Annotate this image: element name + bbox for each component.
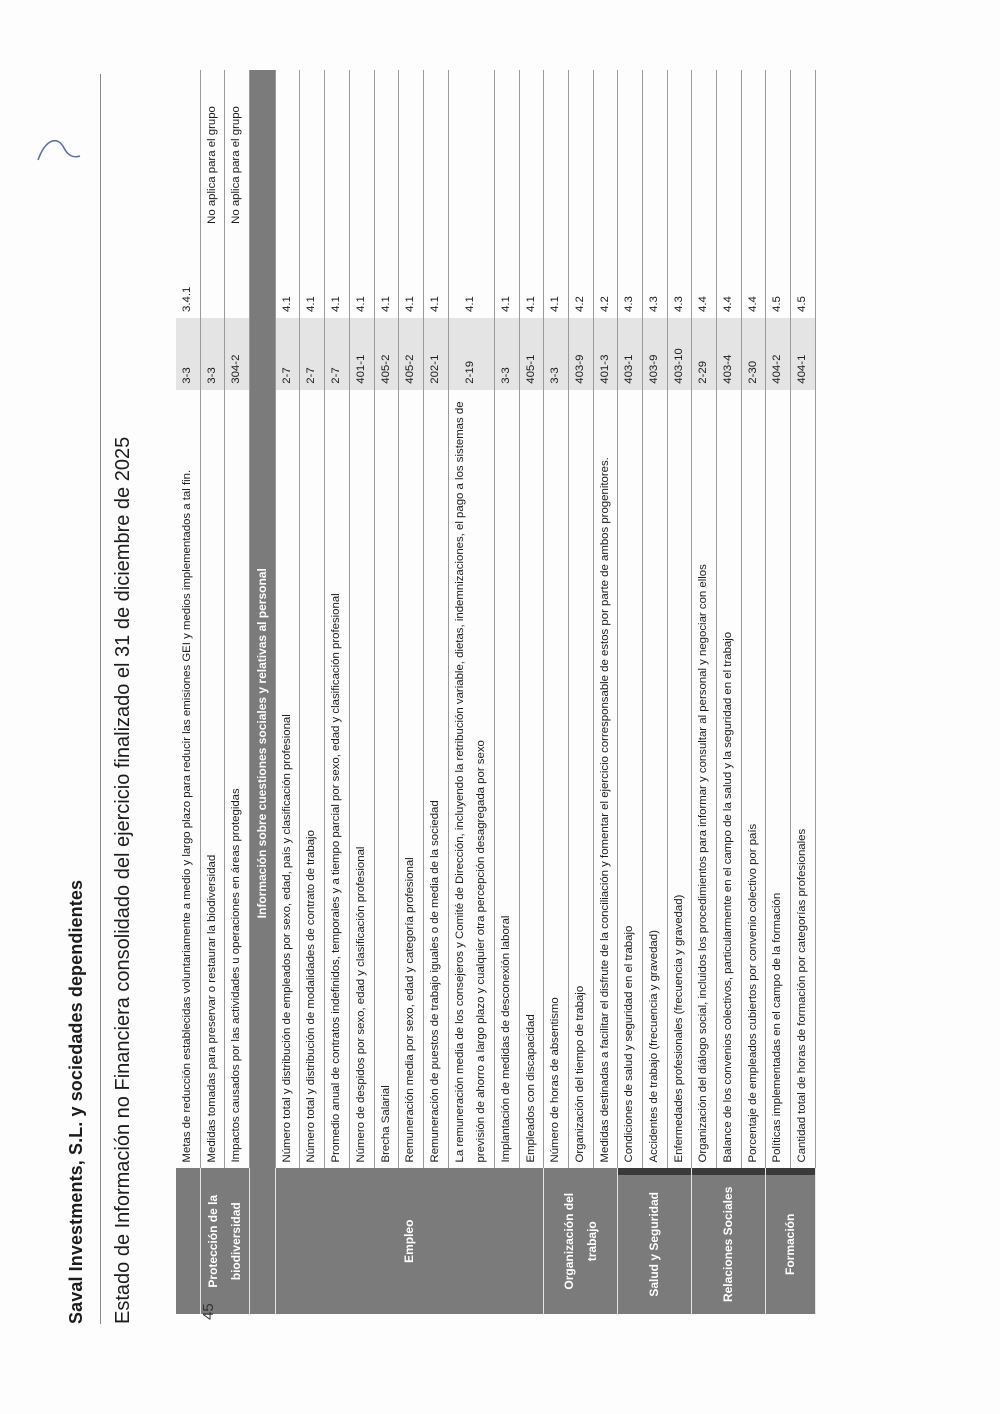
category-cell-blank <box>176 1169 200 1315</box>
gri-code: 202-1 <box>423 318 448 390</box>
gri-code: 404-1 <box>790 318 815 390</box>
observation <box>692 70 717 230</box>
gri-code: 2-30 <box>741 318 766 390</box>
report-section: 4.1 <box>399 230 424 318</box>
observation <box>519 70 544 230</box>
category-formación: Formación <box>766 1175 815 1314</box>
indicator-description: Brecha Salarial <box>374 390 399 1169</box>
observation <box>349 70 374 230</box>
observation <box>568 70 593 230</box>
table-row <box>766 70 791 1314</box>
report-section: 4.1 <box>544 230 569 318</box>
observation <box>741 70 766 230</box>
observation <box>399 70 424 230</box>
table-row <box>349 70 374 1314</box>
gri-code: 403-10 <box>667 318 692 390</box>
indicator-description: Organización del tiempo de trabajo <box>568 390 593 1169</box>
observation <box>618 70 643 230</box>
report-section <box>200 230 225 318</box>
report-section: 4.4 <box>716 230 741 318</box>
category-salud-y-seguridad: Salud y Seguridad <box>618 1175 692 1314</box>
report-section: 4.2 <box>568 230 593 318</box>
table-row <box>423 70 448 1314</box>
table-row <box>448 70 494 1314</box>
observation <box>300 70 325 230</box>
category-protection-biodiversity: Protección de la biodiversidad <box>200 1169 249 1315</box>
section-header-tail <box>250 70 276 318</box>
indicator-description: Porcentaje de empleados cubiertos por convenio colectivo por país <box>741 390 766 1169</box>
observation <box>423 70 448 230</box>
indicator-description: Medidas destinadas a facilitar el disfrute de la conciliación y fomentar el ejercicio corresponsable de estos por parte de ambos progenitores. <box>593 390 618 1169</box>
indicator-description: Promedio anual de contratos indefinidos, temporales y a tiempo parcial por sexo, edad y clasificación profesional <box>325 390 350 1169</box>
report-section: 4.1 <box>275 230 300 318</box>
table-row <box>176 70 200 1314</box>
table-row <box>618 70 643 1314</box>
report-section: 4.1 <box>423 230 448 318</box>
section-header-row <box>250 70 276 1314</box>
section-header-spacer <box>250 1169 276 1315</box>
table-row <box>399 70 424 1314</box>
report-title: Estado de Información no Financiera consolidado del ejercicio finalizado el 31 de diciembre de 2025 <box>112 436 134 1324</box>
table-row <box>374 70 399 1314</box>
report-section: 4.5 <box>766 230 791 318</box>
gri-code: 3-3 <box>176 318 200 390</box>
indicator-description: Accidentes de trabajo (frecuencia y gravedad) <box>642 390 667 1169</box>
observation <box>374 70 399 230</box>
report-section: 4.3 <box>667 230 692 318</box>
report-section: 4.1 <box>519 230 544 318</box>
report-section: 3.4.1 <box>176 230 200 318</box>
gri-code: 404-2 <box>766 318 791 390</box>
gri-code: 405-1 <box>519 318 544 390</box>
report-section: 4.1 <box>325 230 350 318</box>
table-row <box>716 70 741 1314</box>
category-relaciones-sociales: Relaciones Sociales <box>692 1175 766 1314</box>
section-header-social: Información sobre cuestiones sociales y relativas al personal <box>250 318 276 1168</box>
gri-code: 403-4 <box>716 318 741 390</box>
report-section: 4.1 <box>374 230 399 318</box>
gri-code: 405-2 <box>374 318 399 390</box>
indicator-description: La remuneración media de los consejeros y Comité de Dirección, incluyendo la retribución variable, dietas, indemnizaciones, el pago a los sistemas de previsión de ahorro a largo plazo y cualquier otra percepción desagregada por sexo <box>448 390 494 1169</box>
report-section: 4.4 <box>692 230 717 318</box>
indicator-description: Número de horas de absentismo <box>544 390 569 1169</box>
table-row <box>200 70 225 1314</box>
observation <box>176 70 200 230</box>
observation <box>275 70 300 230</box>
observation: No aplica para el grupo <box>200 70 225 230</box>
report-section: 4.2 <box>593 230 618 318</box>
table-row <box>642 70 667 1314</box>
observation <box>790 70 815 230</box>
category-empleo: Empleo <box>275 1169 543 1315</box>
indicator-description: Medidas tomadas para preservar o restaurar la biodiversidad <box>200 390 225 1169</box>
gri-code: 304-2 <box>225 318 250 390</box>
indicator-description: Enfermedades profesionales (frecuencia y gravedad) <box>667 390 692 1169</box>
indicator-description: Implantación de medidas de desconexión laboral <box>494 390 519 1169</box>
report-section: 4.1 <box>349 230 374 318</box>
indicator-description: Balance de los convenios colectivos, particularmente en el campo de la salud y la seguridad en el trabajo <box>716 390 741 1169</box>
indicator-description: Organización del diálogo social, incluidos los procedimientos para informar y consultar al personal y negociar con ellos <box>692 390 717 1169</box>
gri-code: 2-7 <box>275 318 300 390</box>
table-row <box>568 70 593 1314</box>
page-number: 45 <box>200 1303 217 1320</box>
table-row <box>692 70 717 1314</box>
table-row <box>790 70 815 1314</box>
indicator-description: Metas de reducción establecidas voluntariamente a medio y largo plazo para reducir las emisiones GEI y medios implementados a tal fin. <box>176 390 200 1169</box>
indicator-description: Empleados con discapacidad <box>519 390 544 1169</box>
gri-code: 405-2 <box>399 318 424 390</box>
gri-code: 2-7 <box>300 318 325 390</box>
table-row <box>325 70 350 1314</box>
table-row <box>667 70 692 1314</box>
table-row <box>300 70 325 1314</box>
observation <box>544 70 569 230</box>
observation <box>448 70 494 230</box>
gri-code: 403-1 <box>618 318 643 390</box>
report-section: 4.1 <box>300 230 325 318</box>
indicator-description: Número de despidos por sexo, edad y clasificación profesional <box>349 390 374 1169</box>
indicator-description: Impactos causados por las actividades u operaciones en áreas protegidas <box>225 390 250 1169</box>
category-accent-bar <box>766 1169 815 1175</box>
gri-code: 2-7 <box>325 318 350 390</box>
indicator-description: Políticas implementadas en el campo de la formación <box>766 390 791 1169</box>
table-row <box>519 70 544 1314</box>
observation <box>667 70 692 230</box>
indicator-description: Remuneración media por sexo, edad y categoría profesional <box>399 390 424 1169</box>
category-accent-bar <box>618 1169 692 1175</box>
report-section: 4.5 <box>790 230 815 318</box>
report-section: 4.4 <box>741 230 766 318</box>
table-row <box>544 70 569 1314</box>
gri-code: 2-19 <box>448 318 494 390</box>
gri-code: 403-9 <box>568 318 593 390</box>
observation <box>766 70 791 230</box>
pen-mark-icon <box>28 128 88 168</box>
report-section: 4.3 <box>618 230 643 318</box>
report-section: 4.3 <box>642 230 667 318</box>
observation <box>325 70 350 230</box>
table-row <box>741 70 766 1314</box>
indicator-description: Cantidad total de horas de formación por categorías profesionales <box>790 390 815 1169</box>
report-section <box>225 230 250 318</box>
indicator-description: Número total y distribución de modalidades de contrato de trabajo <box>300 390 325 1169</box>
indicator-table <box>176 70 816 1314</box>
category-accent-bar <box>692 1169 766 1175</box>
company-title: Saval Investments, S.L. y sociedades dependientes <box>66 879 86 1324</box>
gri-code: 401-1 <box>349 318 374 390</box>
indicator-description: Número total y distribución de empleados por sexo, edad, país y clasificación profesional <box>275 390 300 1169</box>
indicator-description: Condiciones de salud y seguridad en el trabajo <box>618 390 643 1169</box>
gri-code: 3-3 <box>544 318 569 390</box>
observation <box>642 70 667 230</box>
gri-code: 3-3 <box>200 318 225 390</box>
table-row <box>494 70 519 1314</box>
observation <box>494 70 519 230</box>
observation: No aplica para el grupo <box>225 70 250 230</box>
indicator-description: Remuneración de puestos de trabajo iguales o de media de la sociedad <box>423 390 448 1169</box>
observation <box>716 70 741 230</box>
gri-code: 3-3 <box>494 318 519 390</box>
gri-code: 403-9 <box>642 318 667 390</box>
table-row <box>275 70 300 1314</box>
observation <box>593 70 618 230</box>
report-section: 4.1 <box>494 230 519 318</box>
header-rule <box>100 74 101 1324</box>
report-section: 4.1 <box>448 230 494 318</box>
table-row <box>225 70 250 1314</box>
gri-code: 2-29 <box>692 318 717 390</box>
table-row <box>593 70 618 1314</box>
category-organización-del-trabajo: Organización del trabajo <box>544 1169 618 1315</box>
gri-code: 401-3 <box>593 318 618 390</box>
